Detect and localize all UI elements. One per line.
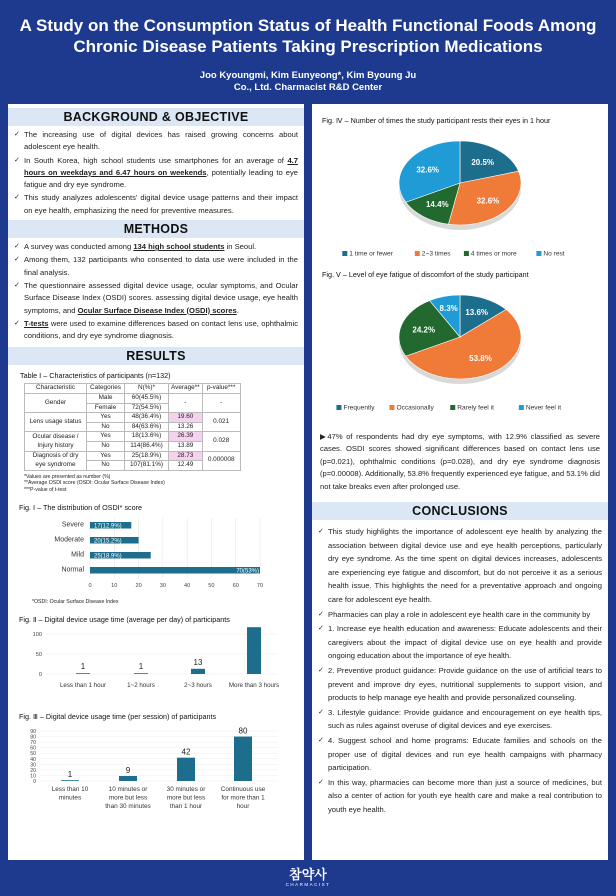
fig5-title: Fig. Ⅴ – Level of eye fatigue of discomfort of the study participant [322,270,529,279]
table-notes [8,474,304,493]
tick-label: 10 [111,583,118,590]
table-cell: Female [87,403,125,413]
table-cell: 26.39 [169,432,203,442]
conclusions-heading: CONCLUSIONS [312,502,608,520]
table-row [25,451,241,461]
category-label: More than 3 hours [228,682,280,690]
tick-label: 50 [35,652,42,659]
text-run: were used to examine differences based on contact lens use, ophthalmic conditions, and dry eye syndrome diagnosis. [24,318,298,341]
header-cell: Characteristic [25,384,87,394]
legend-label: 1 time or fewer [349,250,393,258]
conclusion-item: ✓ This study highlights the importance of adolescent eye health by analyzing the association between digital device use and eye health perceptions, particularly dry eye syndrome. As the time spent on digital devices increases, adolescents are experiencing eye fatigue and discomfort, but do not perceive it as a serious health issue. This highlights the need for a preventative approach and ongoing care for adolescent eye health. [318,525,602,607]
table-cell: - [202,394,240,413]
slice-label: 32.6% [416,165,440,175]
tick-label: 40 [184,583,191,590]
table-cell: 48(36.4%) [125,413,169,423]
table-row [25,394,241,404]
category-label: Mild [71,551,84,559]
category-label: 1~2 hours [127,682,155,690]
charmacist-logo: 참약사 [289,867,327,882]
left-column [8,104,304,860]
highlight-text: Ocular Surface Disease Index (OSDI) scores [77,305,237,315]
slice-label: 8.3% [439,303,458,313]
table-cell: - [169,394,203,413]
legend-label: Rarely feel it [457,404,494,412]
text-run: in Seoul. [224,242,257,252]
data-label: 25(18.9%) [94,553,122,560]
legend-swatch [342,251,347,256]
conclusion-item: ✓ 1. Increase eye health education and awareness: Educate adolescents and their caregivers about the impact of digital device use on eye health and provide ongoing education about the importance of eye health. [318,622,602,663]
table-cell [25,432,87,451]
category-label: Severe [61,521,84,529]
poster-title [0,0,616,57]
table-cell: 18(13.6%) [125,432,169,442]
fig1-title: Fig. Ⅰ – The distribution of OSDI* score [19,503,143,513]
methods-item [14,241,298,253]
table-cell: 19.60 [169,413,203,423]
table-cell: 84(63.6%) [125,422,169,432]
slice-label: 32.6% [476,196,500,206]
tick-label: 0 [38,672,42,679]
tick-label: 100 [32,632,42,639]
category-label: Moderate [54,536,84,544]
category-label: Less than 10 minutes [51,786,89,802]
fig1-note: *OSDI: Ocular Surface Disease Index [32,599,119,606]
data-label [248,624,261,625]
bar [191,669,205,674]
methods-list [8,238,304,345]
table-row [25,432,241,442]
tick-label: 30 [30,762,36,769]
bar [61,781,79,782]
legend-label: Occasionally [396,404,434,412]
text-run: . [236,305,239,315]
conclusions-list [312,520,608,819]
table-cell: Male [87,394,125,404]
data-label: 13 [193,658,203,668]
fig3-title: Fig. Ⅲ – Digital device usage time (per session) of participants [19,712,217,722]
table-cell: 0.028 [202,432,240,451]
fig4-title: Fig. Ⅳ – Number of times the study participant rests their eyes in 1 hour [322,116,551,125]
eye-rest-pie-chart [312,125,608,265]
tick-label: 0 [88,583,92,590]
slice-label: 53.8% [469,353,492,363]
background-item [14,155,298,192]
data-label: 70(53%) [236,568,259,575]
legend-swatch [415,251,420,256]
table-cell: 114(86.4%) [125,442,169,452]
table-cell: Yes [87,451,125,461]
table-cell: 0.000008 [202,451,240,470]
bar [134,674,148,675]
cell-line: Ocular disease / [32,432,79,440]
tick-label: 50 [30,751,36,758]
methods-item [14,318,298,343]
participants-table [24,383,241,470]
table-cell: 13.26 [169,422,203,432]
results-summary: ▶47% of respondents had dry eye symptoms, with 12.9% classified as severe cases. OSDI scores showed significant differences based on contact lens use (p=0.021), ophthalmic conditions (p=0.028), and dry eye syndrome diagnosis (p=0.00008). Additionally, 53.8% frequently experienced eye fatigue, and 53.1% did not take breaks even after prolonged use. [320,432,600,491]
conclusion-item: ✓ 2. Preventive product guidance: Provide guidance on the use of artificial tears to prevent and improve dry eyes, nutritional supplements to support vision, and products to help manage eye health and provide personalized counseling. [318,664,602,705]
logo-subtitle: CHARMACIST [285,882,331,887]
legend-label: Frequently [343,404,375,412]
results-heading: RESULTS [8,347,304,365]
table-cell: Gender [25,394,87,413]
data-label: 17(12.9%) [94,523,122,530]
bar [119,776,137,781]
data-label: 80 [238,726,248,736]
eye-fatigue-pie-chart [312,279,608,419]
legend-swatch [450,405,455,410]
table-cell: Yes [87,432,125,442]
right-column [312,104,608,860]
conclusion-item: ✓ 3. Lifestyle guidance: Provide guidance and encouragement on eye health tips, such as rules against overuse of digital devices and eye exercises. [318,706,602,733]
bar [90,567,260,574]
table-header-row [25,384,241,394]
highlight-text: 4.7 hours on weekdays and 6.47 hours on weekends [24,155,298,177]
slice-label: 14.4% [425,199,449,209]
osdi-distribution-chart [8,512,304,594]
poster-header [0,0,616,100]
table-cell: No [87,461,125,471]
category-label: 30 minutes or more but less than 1 hour [166,786,206,811]
table-cell: 107(81.1%) [125,461,169,471]
tick-label: 10 [30,773,36,780]
tick-label: 70 [30,740,36,747]
bar [247,628,261,675]
methods-item: ✓ Among them, 132 participants who consented to data use were included in the final analysis. [14,254,298,279]
category-label: Normal [61,566,84,574]
legend-swatch [536,251,541,256]
table-cell: Yes [87,413,125,423]
table-cell: 72(54.5%) [125,403,169,413]
methods-item [14,280,298,317]
legend-swatch [519,405,524,410]
authors-block [0,70,616,94]
table-title: Table Ⅰ – Characteristics of participants (n=132) [20,371,171,381]
affiliation: Co., Ltd. Charmacist R&D Center [233,82,383,93]
table-cell: Lens usage status [25,413,87,432]
text-run: In South Korea, high school students use smartphones for an average of [24,155,288,165]
category-label: Less than 1 hour [59,682,107,690]
cell-line: Diagnosis of dry [32,452,79,460]
table-cell: 12.49 [169,461,203,471]
table-row [25,413,241,423]
header-cell: p-value*** [202,384,240,394]
table-note: ***P-value of t-test [24,486,67,493]
bar [177,758,195,781]
background-heading: BACKGROUND & OBJECTIVE [8,108,304,126]
title-line-1: A Study on the Consumption Status of Health Functional Foods Among [19,16,597,35]
footer [0,866,616,896]
table-cell: 25(18.9%) [125,451,169,461]
text-run: A survey was conducted among [24,242,134,252]
cell-line: Injury history [37,441,74,449]
legend-label: 4 times or more [470,250,517,258]
highlight-text: T-tests [24,318,49,328]
slice-label: 20.5% [471,158,495,168]
tick-label: 60 [232,583,239,590]
tick-label: 30 [159,583,166,590]
table-cell: 13.89 [169,442,203,452]
header-cell: Categories [87,384,125,394]
legend-label: 2~3 times [421,250,451,258]
methods-heading: METHODS [8,220,304,238]
tick-label: 40 [30,757,36,764]
tick-label: 0 [33,779,36,786]
tick-label: 80 [30,734,36,741]
legend-label: No rest [543,250,565,258]
data-label: 1 [67,770,73,780]
daily-usage-chart [8,624,304,700]
category-label: 2~3 hours [184,682,212,690]
category-label: Continuous use for more than 1 hour [220,786,266,811]
table-cell: No [87,422,125,432]
data-label: 20(15.2%) [94,538,122,545]
data-label: 1 [80,662,86,672]
tick-label: 90 [30,729,36,736]
fig2-title: Fig. Ⅱ – Digital device usage time (average per day) of participants [19,615,230,625]
table-cell: 28.73 [169,451,203,461]
table-cell: 0.021 [202,413,240,432]
conclusion-item: ✓ Pharmacies can play a role in adolescent eye health care in the community by [318,608,602,622]
text-run: , potentially leading to eye fatigue and dry eye syndrome. [24,167,299,190]
bar [76,674,90,675]
highlight-text: 134 high school students [133,242,225,252]
cell-line: eye syndrome [35,460,76,468]
data-label: 1 [138,662,144,672]
authors: Joo Kyoungmi, Kim Eunyeong*, Kim Byoung Ju [199,70,417,81]
tick-label: 20 [30,768,36,775]
title-line-2: Chronic Disease Patients Taking Prescription Medications [73,37,543,56]
conclusion-item: ✓ In this way, pharmacies can become more than just a source of medicines, but also a center of action for youth eye health care and make a real contribution to youth eye health. [318,776,602,817]
slice-label: 13.6% [465,307,489,317]
table-cell: No [87,442,125,452]
background-item: ✓ The increasing use of digital devices has raised growing concerns about adolescent eye health. [14,129,298,154]
header-cell: Average** [169,384,203,394]
text-run: The questionnaire assessed digital device usage, ocular symptoms, and Ocular Surface Disease Index (OSDI) scores. assessing digital device usage, eye health symptoms, and [24,280,298,315]
table-cell: 60(45.5%) [125,394,169,404]
legend-swatch [464,251,469,256]
session-usage-chart [8,721,304,821]
header-cell: N(%)* [125,384,169,394]
table-note: **Average OSDI score (OSDI: Ocular Surface Disease Index) [24,480,165,487]
table-cell [25,451,87,470]
background-list [8,126,304,220]
legend-swatch [389,405,394,410]
data-label: 42 [181,748,191,758]
tick-label: 50 [208,583,215,590]
tick-label: 60 [30,746,36,753]
background-item: ✓ This study analyzes adolescents' digital device usage patterns and their impact on eye health, emphasizing the need for preventive measures. [14,192,298,217]
tick-label: 20 [135,583,142,590]
slice-label: 24.2% [412,325,436,335]
conclusion-item: ✓ 4. Suggest school and home programs: Educate families and schools on the proper use of digital devices and run eye health campaigns with pharmacy participation. [318,734,602,775]
legend-swatch [336,405,341,410]
bar [234,737,252,781]
legend-label: Never feel it [525,404,562,412]
data-label: 9 [125,766,131,776]
category-label: 10 minutes or more but less than 30 minutes [105,786,151,811]
table-note: *Values are presented as number (%) [24,473,111,480]
tick-label: 70 [256,583,264,590]
